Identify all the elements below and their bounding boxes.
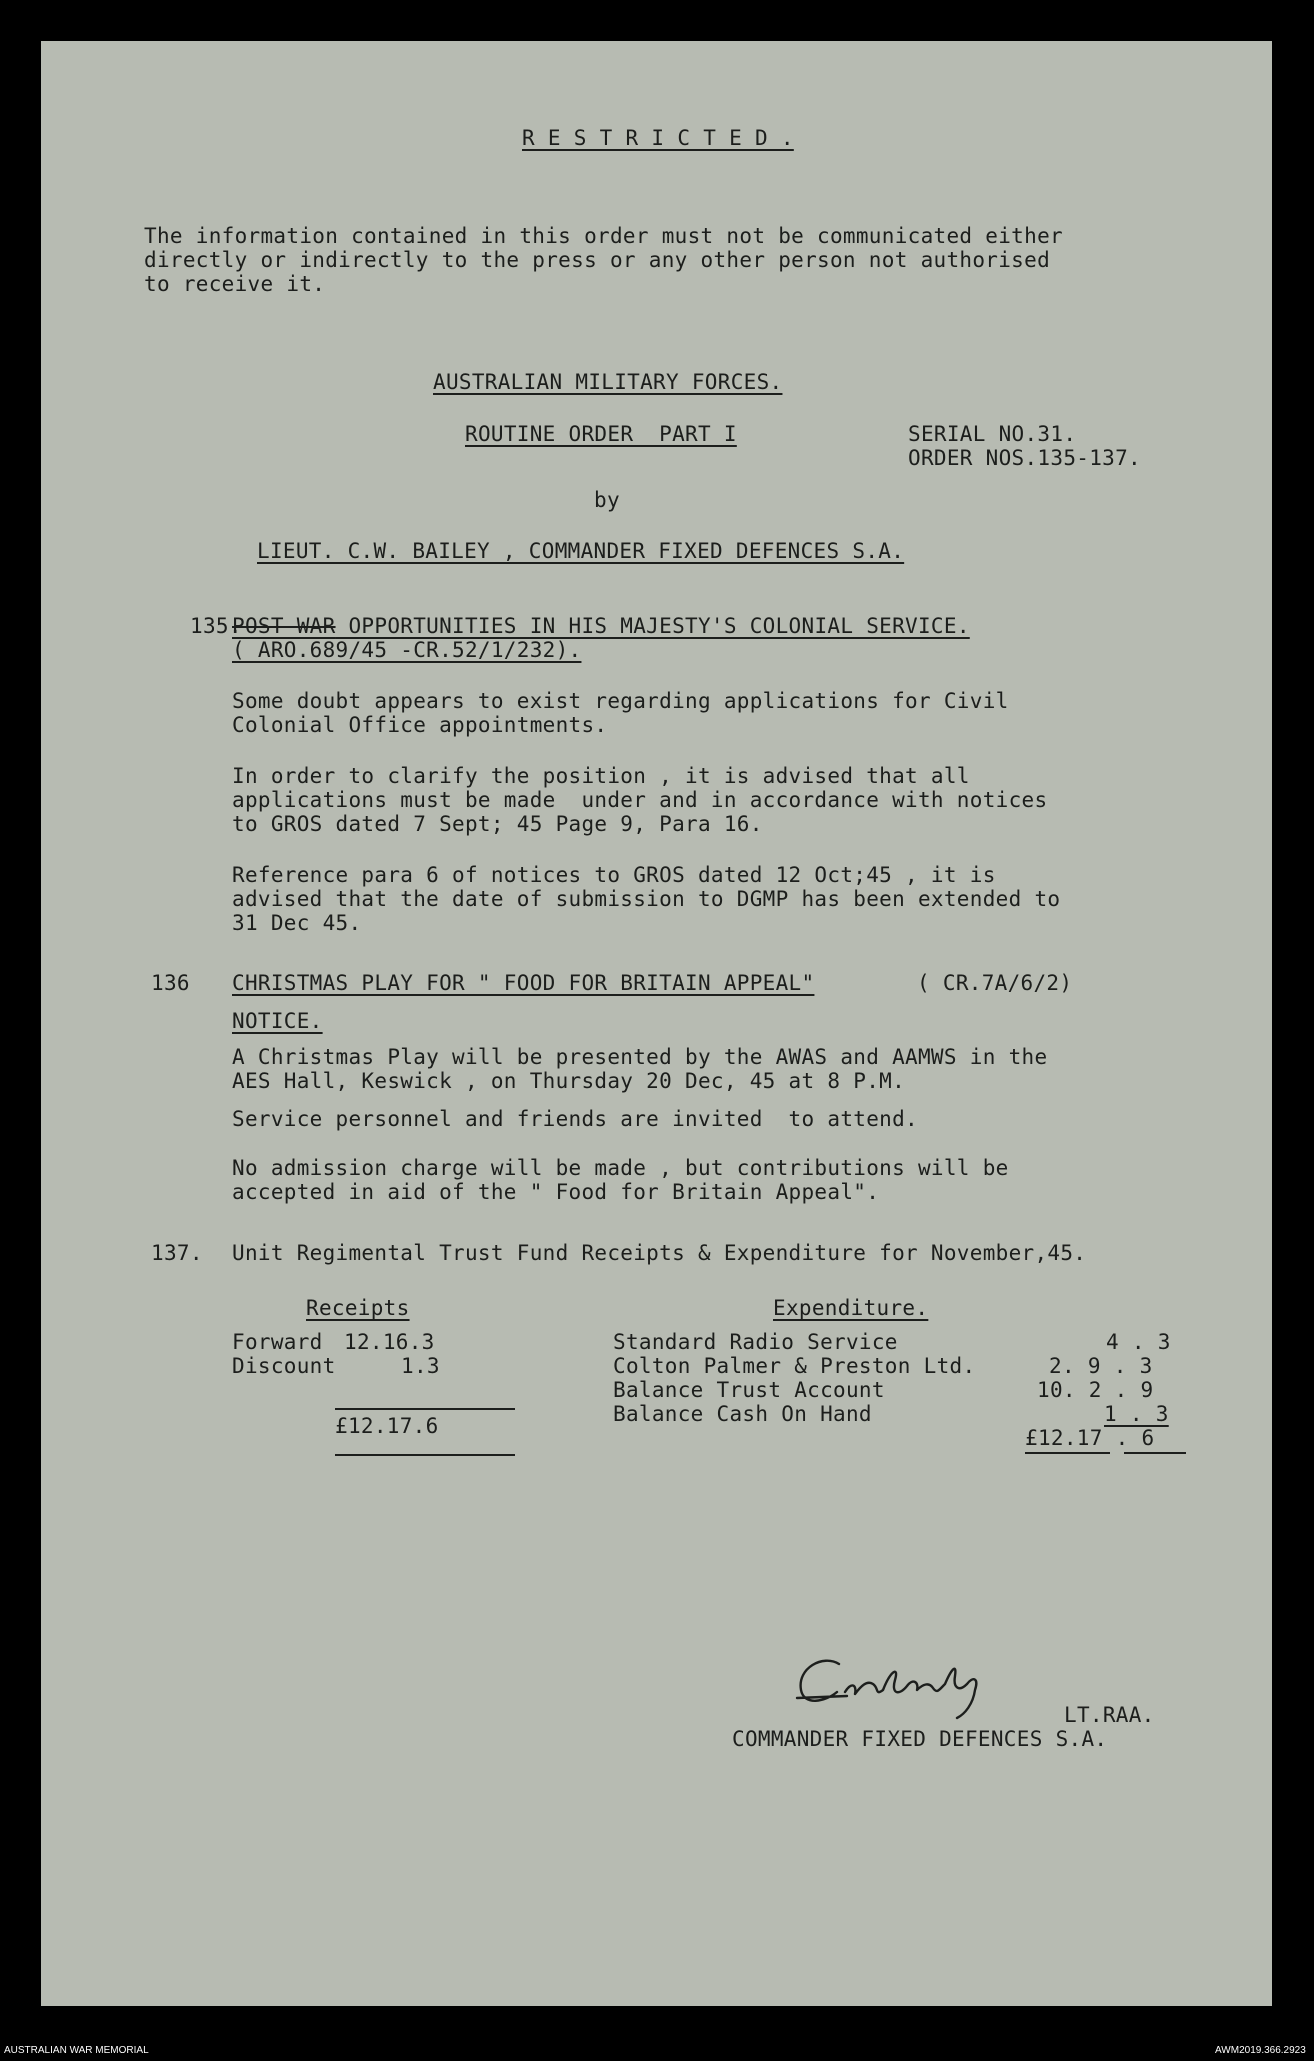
receipts-total: £12.17.6 [335,1414,439,1438]
receipt-label-discount: Discount [232,1354,336,1378]
receipt-amount-forward: 12.16.3 [344,1330,435,1354]
serial-number: SERIAL NO.31. [908,422,1077,446]
handwritten-signature [787,1648,1057,1720]
forces-heading: AUSTRALIAN MILITARY FORCES. [433,370,783,394]
warning-line-3: to receive it. [144,272,326,296]
expense-label-colton: Colton Palmer & Preston Ltd. [613,1354,976,1378]
order-136-para1-line1: A Christmas Play will be presented by the AWAS and AAMWS in the [232,1045,1048,1069]
expense-amount-colton: 2. 9 . 3 [1049,1354,1153,1378]
order-136-para2: Service personnel and friends are invited to attend. [232,1107,918,1131]
expense-label-trust: Balance Trust Account [613,1378,885,1402]
order-137-number: 137. [151,1241,203,1265]
order-135-para2-line3: to GROS dated 7 Sept; 45 Page 9, Para 16. [232,812,763,836]
order-135-para3-line3: 31 Dec 45. [232,911,362,935]
expenditure-total-underline-b [1124,1452,1186,1454]
warning-line-2: directly or indirectly to the press or any other person not authorised [144,248,1051,272]
receipts-total-rule [335,1408,515,1410]
order-135-title-rest: OPPORTUNITIES IN HIS MAJESTY'S COLONIAL SERVICE. [335,614,970,638]
order-135-para2-line1: In order to clarify the position , it is advised that all [232,764,970,788]
order-136-para1-line2: AES Hall, Keswick , on Thursday 20 Dec, 45 at 8 P.M. [232,1069,906,1093]
expenditure-total: £12.17 . 6 [1025,1426,1155,1450]
receipts-total-underline [335,1454,515,1456]
order-135-number: 135. [190,614,242,638]
expenditure-heading: Expenditure. [773,1296,929,1320]
expense-label-radio: Standard Radio Service [613,1330,898,1354]
order-136-number: 136 [151,971,190,995]
order-135-para1-line1: Some doubt appears to exist regarding applications for Civil [232,689,1009,713]
by-line: by [594,488,620,512]
document-page [41,41,1272,2006]
order-137-title: Unit Regimental Trust Fund Receipts & Expenditure for November,45. [232,1241,1087,1265]
warning-line-1: The information contained in this order must not be communicated either [144,224,1063,248]
order-135-title [232,614,970,639]
order-135-para3-line1: Reference para 6 of notices to GROS dated 12 Oct;45 , it is [232,863,996,887]
receipts-heading: Receipts [306,1296,410,1320]
expense-amount-cash: 1 . 3 [1104,1402,1169,1426]
expense-amount-radio: 4 . 3 [1106,1330,1171,1354]
restricted-heading: R E S T R I C T E D . [522,126,794,150]
routine-order-heading: ROUTINE ORDER PART I [465,422,737,446]
expense-label-cash: Balance Cash On Hand [613,1402,872,1426]
order-136-para3-line2: accepted in aid of the " Food for Britain Appeal". [232,1180,880,1204]
order-135-reference: ( ARO.689/45 -CR.52/1/232). [232,638,582,662]
signature-graphic [787,1648,1057,1720]
order-135-para2-line2: applications must be made under and in accordance with notices [232,788,1048,812]
expense-amount-trust: 10. 2 . 9 [1037,1378,1154,1402]
receipt-label-forward: Forward [232,1330,323,1354]
receipt-amount-discount: 1.3 [401,1354,440,1378]
order-136-para3-line1: No admission charge will be made , but contributions will be [232,1156,1009,1180]
expenditure-total-underline-a [1025,1452,1110,1454]
order-numbers: ORDER NOS.135-137. [908,446,1141,470]
footer-institution: AUSTRALIAN WAR MEMORIAL [4,2045,149,2056]
order-135-para3-line2: advised that the date of submission to DGMP has been extended to [232,887,1061,911]
order-136-reference: ( CR.7A/6/2) [917,971,1073,995]
order-136-title: CHRISTMAS PLAY FOR " FOOD FOR BRITAIN APPEAL" [232,971,815,995]
issuer-line: LIEUT. C.W. BAILEY , COMMANDER FIXED DEFENCES S.A. [257,539,905,563]
order-135-title-struck: POST WAR [232,614,336,638]
signatory-rank: LT.RAA. [1064,1703,1155,1727]
footer-accession-number: AWM2019.366.2923 [1215,2045,1306,2056]
order-135-para1-line2: Colonial Office appointments. [232,713,608,737]
order-136-notice: NOTICE. [232,1009,323,1033]
signatory-title: COMMANDER FIXED DEFENCES S.A. [732,1727,1108,1751]
